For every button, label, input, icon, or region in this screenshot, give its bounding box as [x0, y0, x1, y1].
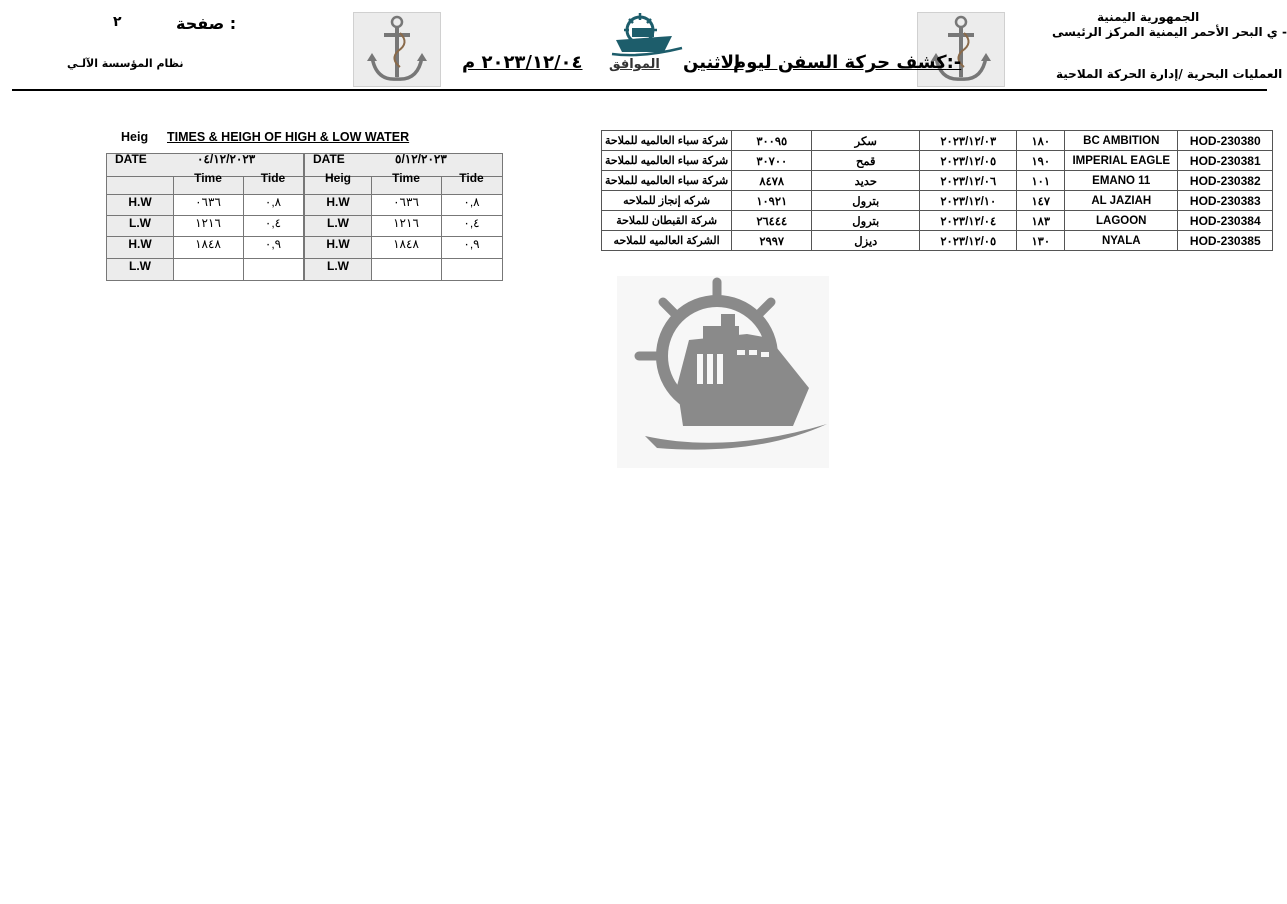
- ship-cargo-cell: قمح: [812, 151, 920, 171]
- date-value: ٠٤/١٢/٢٠٢٣: [197, 152, 256, 166]
- tide-row-time: ١٨٤٨: [195, 237, 221, 251]
- ship-watermark: [617, 276, 829, 468]
- tide-row-type: L.W: [327, 216, 349, 230]
- tide-row-type: H.W: [128, 237, 152, 251]
- ship-qty-cell: ٣٠٧٠٠: [732, 151, 812, 171]
- ship-id-cell: HOD-230381: [1178, 151, 1273, 171]
- time-column-label: Time: [194, 171, 222, 185]
- tide-row-time: ١٨٤٨: [393, 237, 419, 251]
- ship-id-cell: HOD-230382: [1178, 171, 1273, 191]
- tide-table-left: [106, 153, 304, 281]
- ship-date-cell: ٢٠٢٣/١٢/٠٦: [920, 171, 1017, 191]
- date-value: ٥/١٢/٢٠٢٣: [395, 152, 447, 166]
- date-label: DATE: [313, 152, 345, 166]
- ship-agent-cell: شركة سباء العالميه للملاحة: [602, 151, 732, 171]
- ship-qty-cell: ٢٩٩٧: [732, 231, 812, 251]
- tide-row-time: ١٢١٦: [393, 216, 419, 230]
- ship-date-cell: ٢٠٢٣/١٢/٠٥: [920, 151, 1017, 171]
- ship-berth-cell: ١٩٠: [1017, 151, 1065, 171]
- ship-agent-cell: شركة القبطان للملاحة: [602, 211, 732, 231]
- ship-qty-cell: ٢٦٤٤٤: [732, 211, 812, 231]
- table-row: [602, 151, 1273, 171]
- ship-id-cell: HOD-230384: [1178, 211, 1273, 231]
- tide-title: TIMES & HEIGH OF HIGH & LOW WATER: [167, 130, 410, 144]
- ship-name-cell: EMANO 11: [1065, 171, 1178, 191]
- table-row: [602, 231, 1273, 251]
- ship-agent-cell: شركة سباء العالميه للملاحة: [602, 131, 732, 151]
- ship-berth-cell: ١٨٠: [1017, 131, 1065, 151]
- table-row: [602, 171, 1273, 191]
- time-column-label: Time: [392, 171, 420, 185]
- table-row: [602, 131, 1273, 151]
- report-mowafiq: الموافق: [609, 57, 660, 72]
- ship-berth-cell: ١٠١: [1017, 171, 1065, 191]
- ship-berth-cell: ١٣٠: [1017, 231, 1065, 251]
- header-center: ي البحر الأحمر اليمنية المركز الرئيسى -: [1052, 25, 1287, 39]
- ship-agent-cell: شركة سباء العالميه للملاحة: [602, 171, 732, 191]
- ship-date-cell: ٢٠٢٣/١٢/١٠: [920, 191, 1017, 211]
- tide-row-height: ٠,٩: [264, 237, 282, 251]
- ship-name-cell: IMPERIAL EAGLE: [1065, 151, 1178, 171]
- ship-qty-cell: ١٠٩٢١: [732, 191, 812, 211]
- tide-row-height: ٠,٨: [264, 195, 282, 209]
- tide-row-time: ٠٦٣٦: [195, 195, 221, 209]
- tide-row-height: ٠,٩: [463, 237, 480, 251]
- header-department: العمليات البحرية /إدارة الحركة الملاحية: [1056, 67, 1283, 81]
- ship-date-cell: ٢٠٢٣/١٢/٠٤: [920, 211, 1017, 231]
- ship-cargo-cell: سكر: [812, 131, 920, 151]
- ship-id-cell: HOD-230383: [1178, 191, 1273, 211]
- page-number: ٢: [113, 14, 122, 30]
- system-label: نظام المؤسسة الآلـي: [67, 57, 184, 70]
- ships-table: [601, 130, 1273, 251]
- ship-name-cell: NYALA: [1065, 231, 1178, 251]
- anchor-icon: [353, 12, 441, 87]
- tide-row-height: ٠,٤: [264, 216, 282, 230]
- table-row: [602, 191, 1273, 211]
- tide-row-type: L.W: [129, 216, 151, 230]
- ship-cargo-cell: حديد: [812, 171, 920, 191]
- report-date: ٢٠٢٣/١٢/٠٤ م: [462, 52, 583, 73]
- tide-row-height: ٠,٨: [463, 195, 480, 209]
- ship-cargo-cell: ديزل: [812, 231, 920, 251]
- ship-cargo-cell: بترول: [812, 191, 920, 211]
- ship-wheel-logo: [602, 12, 685, 57]
- header-divider: [12, 89, 1267, 91]
- ship-name-cell: LAGOON: [1065, 211, 1178, 231]
- report-title: كشف حركة السفن ليوم:-: [733, 52, 962, 73]
- report-day: الاثنين: [683, 52, 741, 73]
- tide-row-time: ٠٦٣٦: [393, 195, 419, 209]
- ship-berth-cell: ١٨٣: [1017, 211, 1065, 231]
- ship-qty-cell: ٨٤٧٨: [732, 171, 812, 191]
- ship-id-cell: HOD-230385: [1178, 231, 1273, 251]
- ship-name-cell: BC AMBITION: [1065, 131, 1178, 151]
- ship-id-cell: HOD-230380: [1178, 131, 1273, 151]
- tide-table-right: [304, 153, 503, 281]
- anchor-icon: [917, 12, 1005, 87]
- tide-column-label: Tide: [260, 171, 286, 185]
- tide-column-label: Tide: [459, 171, 484, 185]
- tide-row-type: L.W: [327, 259, 349, 273]
- ship-berth-cell: ١٤٧: [1017, 191, 1065, 211]
- ship-cargo-cell: بترول: [812, 211, 920, 231]
- ship-date-cell: ٢٠٢٣/١٢/٠٣: [920, 131, 1017, 151]
- heig-label: Heig: [121, 130, 149, 144]
- heig-column-label: Heig: [324, 171, 351, 185]
- table-row: [602, 211, 1273, 231]
- ship-agent-cell: شركه إنجاز للملاحه: [602, 191, 732, 211]
- tide-row-type: L.W: [129, 259, 151, 273]
- page-label: صفحة :: [176, 14, 237, 33]
- ship-agent-cell: الشركة العالميه للملاحه: [602, 231, 732, 251]
- ship-qty-cell: ٣٠٠٩٥: [732, 131, 812, 151]
- tide-row-height: ٠,٤: [463, 216, 480, 230]
- tide-row-type: H.W: [326, 195, 350, 209]
- header-republic: الجمهورية اليمنية: [1097, 10, 1200, 24]
- tide-row-time: ١٢١٦: [195, 216, 221, 230]
- tide-row-type: H.W: [128, 195, 152, 209]
- ship-name-cell: AL JAZIAH: [1065, 191, 1178, 211]
- ship-date-cell: ٢٠٢٣/١٢/٠٥: [920, 231, 1017, 251]
- tide-row-type: H.W: [326, 237, 350, 251]
- date-label: DATE: [115, 152, 147, 166]
